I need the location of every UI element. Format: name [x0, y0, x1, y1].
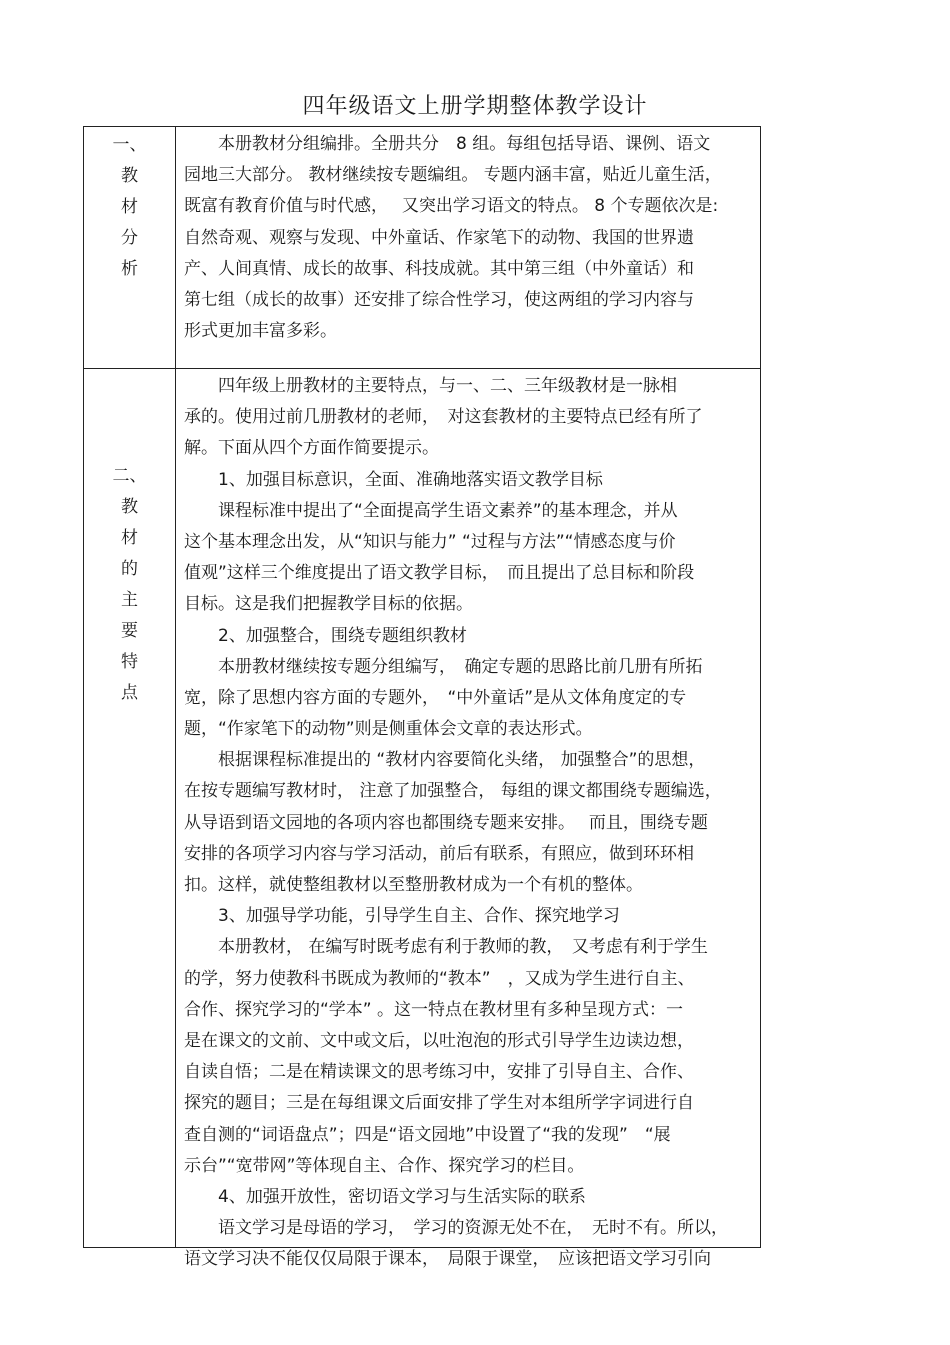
text-line: 的学，努力使教科书既成为教师的“教本” ，又成为学生进行自主、: [184, 968, 695, 989]
section-paragraph: [184, 371, 756, 1275]
subheading-line: 3、加强导学功能，引导学生自主、合作、探究地学习: [184, 906, 620, 927]
text-line: 本册教材， 在编写时既考虑有利于教师的教， 又考虑有利于学生: [184, 937, 708, 958]
section-label-char: 材: [121, 528, 138, 548]
section-label-char: 一、: [112, 135, 147, 155]
section-label-char: 分: [121, 228, 138, 248]
section-label-char: 要: [121, 621, 138, 641]
text-line: 目标。这是我们把握教学目标的依据。: [184, 594, 473, 615]
text-line: 四年级上册教材的主要特点，与一、二、三年级教材是一脉相: [184, 376, 677, 396]
section-content-cell: [176, 369, 760, 1270]
subheading-line: 2、加强整合，围绕专题组织教材: [184, 625, 467, 646]
text-line: 产、人间真情、成长的故事、科技成就。其中第三组（中外童话）和: [184, 258, 694, 279]
text-line: 自然奇观、观察与发现、中外童话、作家笔下的动物、我国的世界遗: [184, 227, 694, 248]
section-label-char: 的: [121, 559, 138, 579]
text-line: 探究的题目；三是在每组课文后面安排了学生对本组所学字词进行自: [184, 1093, 694, 1114]
subheading-line: 1、加强目标意识，全面、准确地落实语文教学目标: [184, 469, 603, 490]
text-line: 在按专题编写教材时， 注意了加强整合， 每组的课文都围绕专题编选，: [184, 781, 722, 802]
section-label-char: 教: [121, 166, 138, 186]
text-line: 课程标准中提出了“全面提高学生语文素养”的基本理念，并从: [184, 500, 678, 521]
section-row-main-features: [84, 369, 760, 1270]
text-line: 安排的各项学习内容与学习活动，前后有联系，有照应，做到环环相: [184, 843, 694, 864]
text-line: 是在课文的文前、文中或文后，以吐泡泡的形式引导学生边读边想，: [184, 1030, 694, 1051]
text-line: 示台”“宽带网”等体现自主、合作、探究学习的栏目。: [184, 1155, 585, 1176]
text-line: 既富有教育价值与时代感， 又突出学习语文的特点。 8 个专题依次是:: [184, 196, 719, 217]
section-label-char: 特: [121, 652, 138, 672]
section-paragraph: [184, 129, 756, 347]
document-table: [83, 126, 761, 1270]
section-label-cell: [84, 369, 176, 1247]
text-line: 第七组（成长的故事）还安排了综合性学习，使这两组的学习内容与: [184, 289, 694, 310]
text-line: 承的。使用过前几册教材的老师， 对这套教材的主要特点已经有所了: [184, 407, 703, 428]
text-line: 这个基本理念出发，从“知识与能力” “过程与方法”“情感态度与价: [184, 531, 676, 552]
section-label-char: 材: [121, 197, 138, 217]
section-label-char: 主: [121, 590, 138, 610]
section-label-cell: [84, 127, 176, 368]
text-line: 合作、探究学习的“学本” 。这一特点在教材里有多种呈现方式：一: [184, 999, 684, 1020]
text-line: 值观”这样三个维度提出了语文教学目标， 而且提出了总目标和阶段: [184, 563, 695, 584]
section-content-cell: [176, 127, 760, 368]
subheading-line: 4、加强开放性，密切语文学习与生活实际的联系: [184, 1186, 586, 1207]
text-line: 解。下面从四个方面作简要提示。: [184, 438, 439, 459]
section-label-char: 析: [121, 259, 138, 279]
section-label-char: 二、: [112, 466, 147, 486]
page-title: 四年级语文上册学期整体教学设计: [302, 94, 648, 119]
text-line: 题，“作家笔下的动物”则是侧重体会文章的表达形式。: [184, 719, 593, 740]
section-row-textbook-analysis: [84, 127, 760, 369]
text-line: 语文学习决不能仅仅局限于课本， 局限于课堂， 应该把语文学习引向: [184, 1249, 711, 1270]
section-label-char: 教: [121, 497, 138, 517]
text-line: 本册教材分组编排。全册共分 8 组。每组包括导语、课例、语文: [184, 134, 711, 154]
text-line: 语文学习是母语的学习， 学习的资源无处不在， 无时不有。所以，: [184, 1218, 728, 1239]
section-label-char: 点: [121, 683, 138, 703]
text-line: 形式更加丰富多彩。: [184, 321, 337, 342]
text-line: 园地三大部分。 教材继续按专题编组。 专题内涵丰富，贴近儿童生活，: [184, 165, 722, 186]
text-line: 宽，除了思想内容方面的专题外， “中外童话”是从文体角度定的专: [184, 687, 687, 708]
text-line: 根据课程标准提出的 “教材内容要简化头绪， 加强整合”的思想，: [184, 750, 706, 771]
text-line: 本册教材继续按专题分组编写， 确定专题的思路比前几册有所拓: [184, 656, 703, 677]
text-line: 扣。这样，就使整组教材以至整册教材成为一个有机的整体。: [184, 875, 643, 895]
text-line: 从导语到语文园地的各项内容也都围绕专题来安排。 而且，围绕专题: [184, 812, 708, 833]
section-label: [84, 130, 175, 285]
text-line: 自读自悟；二是在精读课文的思考练习中，安排了引导自主、合作、: [184, 1062, 694, 1083]
section-label: [84, 461, 175, 709]
text-line: 查自测的“词语盘点”；四是“语文园地”中设置了“我的发现” “展: [184, 1124, 671, 1145]
